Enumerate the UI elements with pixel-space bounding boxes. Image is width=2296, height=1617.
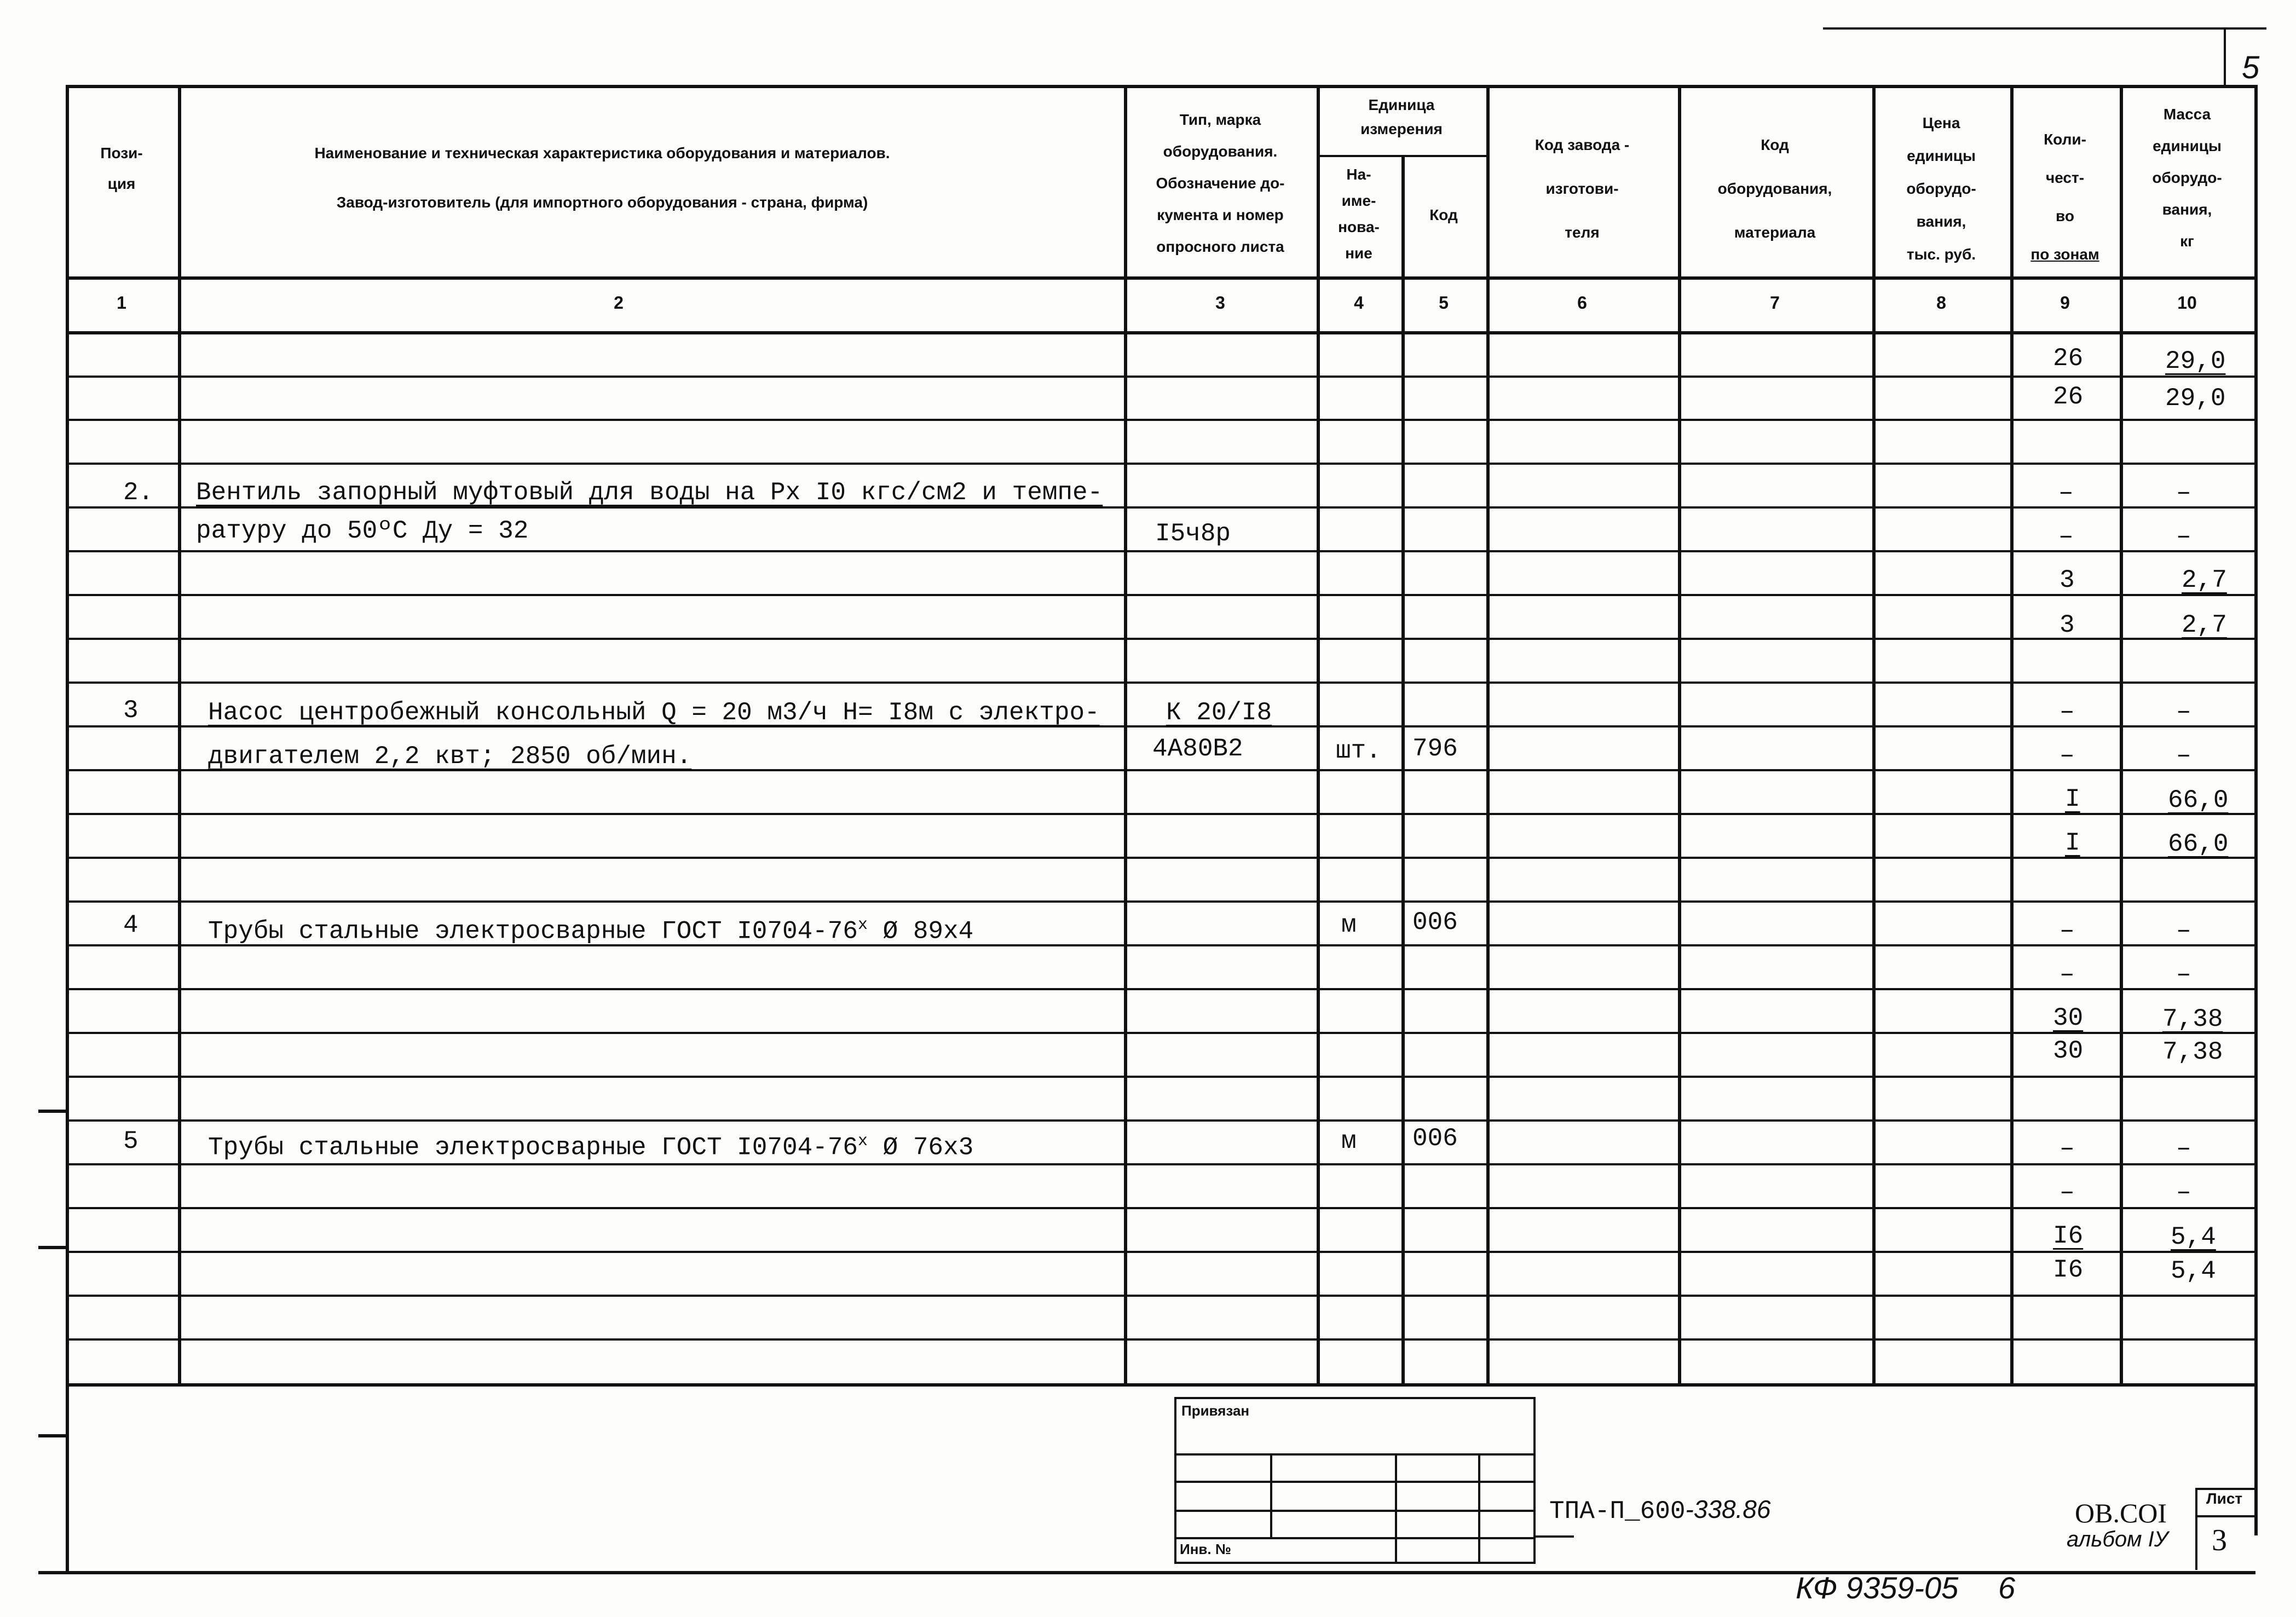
archive-number: КФ 9359-05: [1796, 1570, 1959, 1605]
archive-page: 6: [1998, 1570, 2016, 1605]
qty-cell: –: [2060, 916, 2075, 945]
col-line-8: [1872, 85, 1876, 1385]
header-col4: На- име- нова- ние: [1338, 166, 1380, 262]
stamp-line: [1536, 1535, 1574, 1538]
header-unit-group: Единица измерения: [1360, 96, 1443, 137]
corner-divider: [2224, 27, 2226, 86]
qty-cell: –: [2060, 960, 2075, 989]
item-name: ратуру до 50ºС Ду = 32: [196, 517, 529, 545]
code-cell: 796: [1412, 735, 1458, 763]
row-line: [66, 1207, 2255, 1209]
header-col8: Цена единицы оборудо- вания, тыс. руб.: [1906, 114, 1976, 263]
mass-cell: –: [2176, 741, 2191, 770]
qty-cell: 26: [2053, 344, 2084, 373]
colnum-1: 1: [117, 293, 126, 313]
mass-cell: –: [2176, 960, 2191, 989]
col-line-9: [2010, 85, 2014, 1385]
header-col9: Коли- чест- во по зонам: [2030, 131, 2099, 263]
mass-cell: 5,4: [2171, 1257, 2216, 1285]
mass-cell: –: [2176, 697, 2191, 726]
stamp-line: [1174, 1453, 1536, 1456]
qty-cell: 3: [2060, 611, 2075, 639]
qty-cell: –: [2058, 478, 2074, 507]
row-line: [66, 1119, 2255, 1122]
mass-cell: 7,38: [2162, 1038, 2223, 1066]
code-cell: 006: [1412, 1124, 1458, 1153]
row-line: [66, 463, 2255, 465]
item-name: Вентиль запорный муфтовый для воды на Рх I0 кгс/см2 и темпе-: [196, 478, 1103, 507]
frame-top: [66, 85, 2255, 88]
qty-cell: I6: [2053, 1222, 2084, 1250]
row-line: [66, 594, 2255, 596]
header-col5: Код: [1429, 206, 1458, 223]
stamp-inv-no: Инв. №: [1180, 1541, 1231, 1557]
type-cell: 4А80В2: [1152, 735, 1243, 763]
row-line: [66, 682, 2255, 684]
header-col10: Масса единицы оборудо- вания, кг: [2152, 106, 2222, 250]
corner-line: [1823, 27, 2266, 30]
col-line-10: [2120, 85, 2123, 1385]
colnum-bottom: [66, 331, 2255, 334]
colnum-4: 4: [1354, 293, 1364, 313]
mass-cell: 2,7: [2182, 566, 2227, 594]
album-label: альбом IУ: [2067, 1527, 2168, 1551]
row-line: [66, 550, 2255, 552]
corner-page-number: 5: [2242, 50, 2260, 85]
list-label: Лист: [2206, 1490, 2243, 1507]
qty-cell: I: [2065, 785, 2080, 813]
type-cell: I5ч8р: [1155, 519, 1231, 548]
mass-cell: 2,7: [2182, 611, 2227, 639]
position-cell: 2.: [123, 478, 154, 507]
row-line: [66, 1251, 2255, 1253]
row-line: [66, 638, 2255, 640]
mass-cell: 29,0: [2165, 347, 2226, 376]
table-bottom: [66, 1383, 2255, 1387]
stamp-line: [1174, 1481, 1536, 1483]
item-name: двигателем 2,2 квт; 2850 об/мин.: [208, 742, 692, 771]
mass-cell: 5,4: [2171, 1223, 2216, 1251]
item-name: Трубы стальные электросварные ГОСТ $I0704-76^х$ Ø 76х3: [208, 1132, 974, 1162]
mass-cell: –: [2176, 1178, 2191, 1206]
row-line: [66, 1338, 2255, 1341]
qty-cell: –: [2060, 697, 2075, 726]
qty-cell: 30: [2053, 1004, 2084, 1032]
col-line-2: [178, 85, 181, 1385]
row-line: [66, 1076, 2255, 1078]
mass-cell: 66,0: [2168, 786, 2229, 815]
mass-cell: 66,0: [2168, 830, 2229, 858]
colnum-2: 2: [614, 293, 624, 313]
list-number: 3: [2212, 1523, 2227, 1557]
mass-cell: –: [2176, 522, 2191, 551]
stamp-vline: [1270, 1453, 1272, 1537]
item-name: Трубы стальные электросварные ГОСТ $I0704-76^х$ Ø 89х4: [208, 916, 974, 946]
sheet-code: ОВ.СОI: [2075, 1498, 2167, 1528]
row-line: [66, 988, 2255, 990]
col-line-7: [1678, 85, 1681, 1385]
qty-cell: –: [2060, 741, 2075, 770]
header-col2: Наименование и техническая характеристика оборудования и материалов. Завод-изготовитель (для импортного оборудования - страна, фирма): [314, 145, 890, 211]
stamp-line: [1174, 1510, 1536, 1512]
margin-tick: [38, 1434, 68, 1437]
frame-right: [2254, 85, 2258, 1535]
header-bottom: [66, 276, 2255, 280]
row-line: [66, 857, 2255, 859]
position-cell: 3: [123, 696, 139, 725]
mass-cell: –: [2176, 478, 2191, 507]
colnum-5: 5: [1439, 293, 1449, 313]
colnum-7: 7: [1770, 293, 1780, 313]
row-line: [66, 419, 2255, 421]
header-col7: Код оборудования, материала: [1717, 136, 1832, 241]
colnum-6: 6: [1577, 293, 1587, 313]
qty-cell: –: [2060, 1134, 2075, 1163]
row-line: [66, 1032, 2255, 1034]
col-line-6: [1486, 85, 1490, 1385]
margin-tick: [38, 1110, 68, 1113]
row-line: [66, 900, 2255, 903]
mass-cell: –: [2176, 1134, 2191, 1163]
position-cell: 5: [123, 1127, 139, 1156]
qty-cell: 3: [2060, 566, 2075, 594]
stamp-privyazan: Привязан: [1181, 1402, 1250, 1419]
mass-cell: –: [2176, 916, 2191, 945]
unit-cell: м: [1341, 911, 1357, 939]
mass-cell: 7,38: [2162, 1005, 2223, 1033]
row-line: [66, 376, 2255, 378]
row-line: [66, 1295, 2255, 1297]
position-cell: 4: [123, 911, 139, 939]
colnum-9: 9: [2060, 293, 2070, 313]
header-col6: Код завода - изготови- теля: [1534, 136, 1630, 241]
row-line: [66, 813, 2255, 815]
col-line-4: [1317, 85, 1320, 1385]
unit-cell: шт.: [1336, 737, 1381, 765]
qty-cell: I6: [2053, 1256, 2084, 1284]
header-col3: Тип, марка оборудования. Обозначение до- кумента и номер опросного листа: [1156, 111, 1285, 255]
qty-cell: 26: [2053, 383, 2084, 411]
qty-cell: –: [2060, 1178, 2075, 1206]
doc-code: ТПА-П_600-338.86: [1549, 1495, 1771, 1526]
unit-cell: м: [1341, 1127, 1357, 1156]
colnum-10: 10: [2177, 293, 2197, 313]
stamp-vline: [1478, 1453, 1480, 1563]
qty-cell: –: [2058, 522, 2074, 551]
colnum-8: 8: [1936, 293, 1946, 313]
code-cell: 006: [1412, 908, 1458, 937]
list-divider: [2195, 1515, 2254, 1517]
frame-left: [66, 85, 69, 1574]
qty-cell: I: [2065, 829, 2080, 857]
margin-tick: [38, 1246, 68, 1249]
qty-cell: 30: [2053, 1037, 2084, 1065]
item-name: Насос центробежный консольный Q = 20 м3/ч H= I8м с электро-: [208, 698, 1100, 727]
stamp-vline: [1395, 1453, 1397, 1563]
col-line-3: [1124, 85, 1127, 1385]
header-col1: Пози- ция: [100, 145, 143, 192]
colnum-3: 3: [1215, 293, 1225, 313]
mass-cell: 29,0: [2165, 384, 2226, 413]
stamp-line: [1174, 1537, 1536, 1539]
type-cell: К 20/I8: [1166, 698, 1272, 727]
